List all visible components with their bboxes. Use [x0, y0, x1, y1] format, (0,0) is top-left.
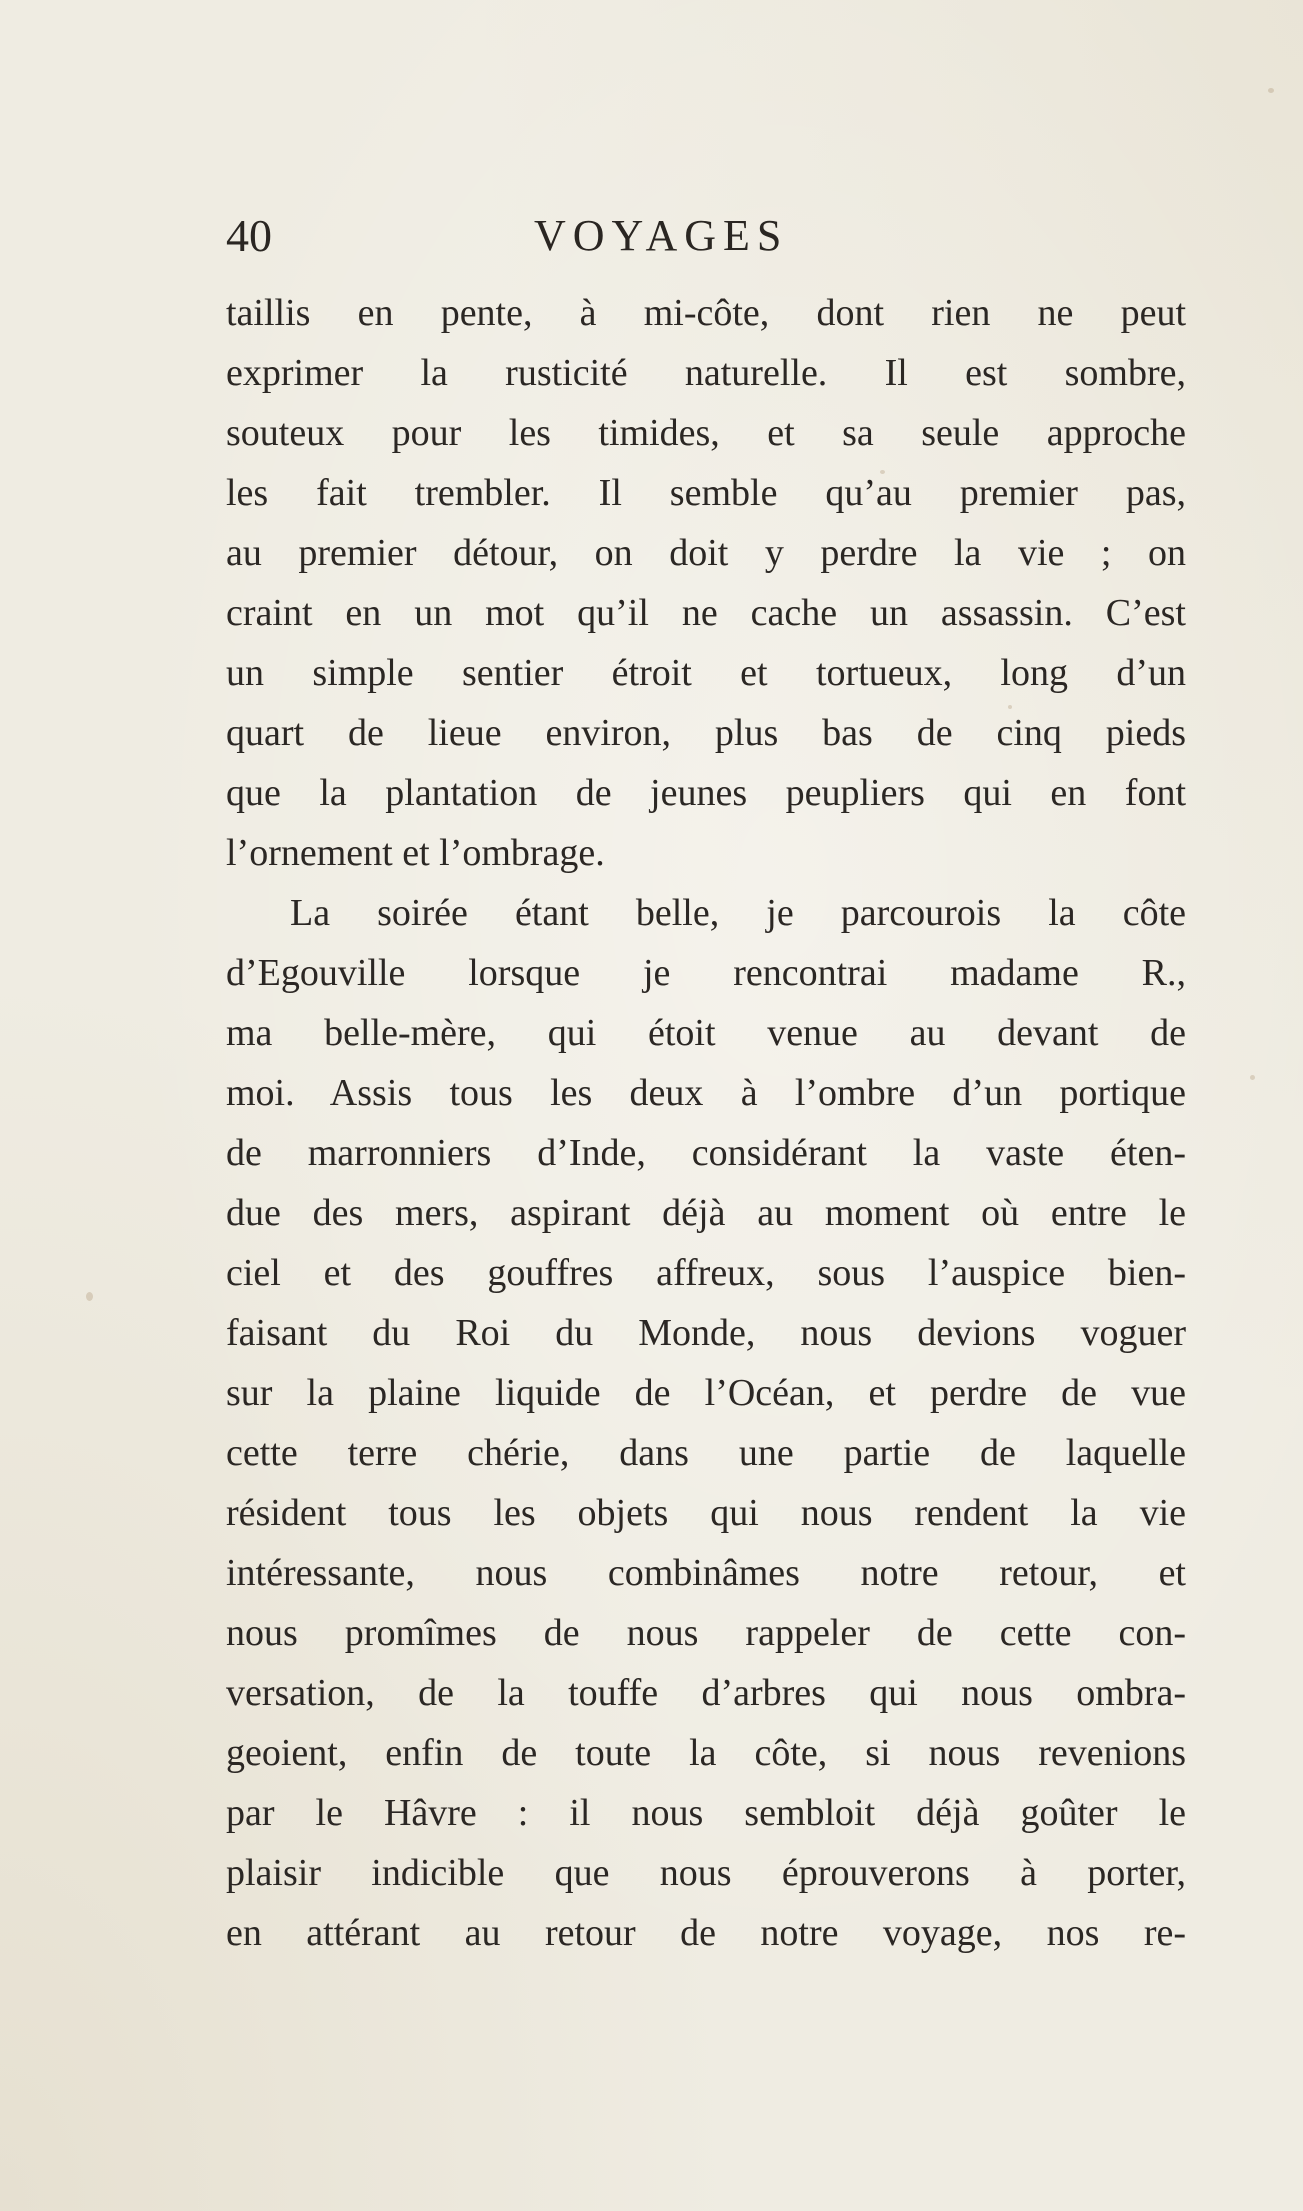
foxing-spot [1268, 88, 1274, 93]
text-line: due des mers, aspirant déjà au moment où entre le [226, 1192, 1186, 1234]
text-line: nous promîmes de nous rappeler de cette con- [226, 1612, 1186, 1654]
text-line: geoient, enfin de toute la côte, si nous revenions [226, 1732, 1186, 1774]
page-header [226, 206, 866, 266]
text-line: La soirée étant belle, je parcourois la côte [290, 892, 1186, 934]
foxing-spot [86, 1292, 93, 1301]
text-line: craint en un mot qu’il ne cache un assassin. C’est [226, 592, 1186, 634]
text-line: plaisir indicible que nous éprouverons à porter, [226, 1852, 1186, 1894]
text-line: cette terre chérie, dans une partie de laquelle [226, 1432, 1186, 1474]
text-line: moi. Assis tous les deux à l’ombre d’un portique [226, 1072, 1186, 1114]
text-line: faisant du Roi du Monde, nous devions voguer [226, 1312, 1186, 1354]
text-line: un simple sentier étroit et tortueux, long d’un [226, 652, 1186, 694]
text-line: que la plantation de jeunes peupliers qui en font [226, 772, 1186, 814]
text-line: en attérant au retour de notre voyage, nos re- [226, 1912, 1186, 1954]
text-line: intéressante, nous combinâmes notre retour, et [226, 1552, 1186, 1594]
text-line: de marronniers d’Inde, considérant la vaste éten- [226, 1132, 1186, 1174]
text-line: exprimer la rusticité naturelle. Il est sombre, [226, 352, 1186, 394]
text-line: au premier détour, on doit y perdre la vie ; on [226, 532, 1186, 574]
text-line: par le Hâvre : il nous sembloit déjà goûter le [226, 1792, 1186, 1834]
text-line: les fait trembler. Il semble qu’au premier pas, [226, 472, 1186, 514]
text-line: d’Egouville lorsque je rencontrai madame R., [226, 952, 1186, 994]
text-line: résident tous les objets qui nous rendent la vie [226, 1492, 1186, 1534]
body-text [226, 283, 1186, 1963]
paragraph-1 [226, 283, 1186, 883]
text-line: taillis en pente, à mi-côte, dont rien ne peut [226, 292, 1186, 334]
running-title: VOYAGES [534, 211, 789, 260]
foxing-spot [1250, 1075, 1255, 1080]
text-line: ciel et des gouffres affreux, sous l’auspice bien- [226, 1252, 1186, 1294]
text-line: souteux pour les timides, et sa seule approche [226, 412, 1186, 454]
text-line: quart de lieue environ, plus bas de cinq pieds [226, 712, 1186, 754]
text-line: l’ornement et l’ombrage. [226, 832, 605, 874]
text-line: versation, de la touffe d’arbres qui nous ombra- [226, 1672, 1186, 1714]
page-number: 40 [226, 210, 272, 261]
text-line: ma belle-mère, qui étoit venue au devant de [226, 1012, 1186, 1054]
paragraph-2 [226, 883, 1186, 1963]
text-line: sur la plaine liquide de l’Océan, et perdre de vue [226, 1372, 1186, 1414]
